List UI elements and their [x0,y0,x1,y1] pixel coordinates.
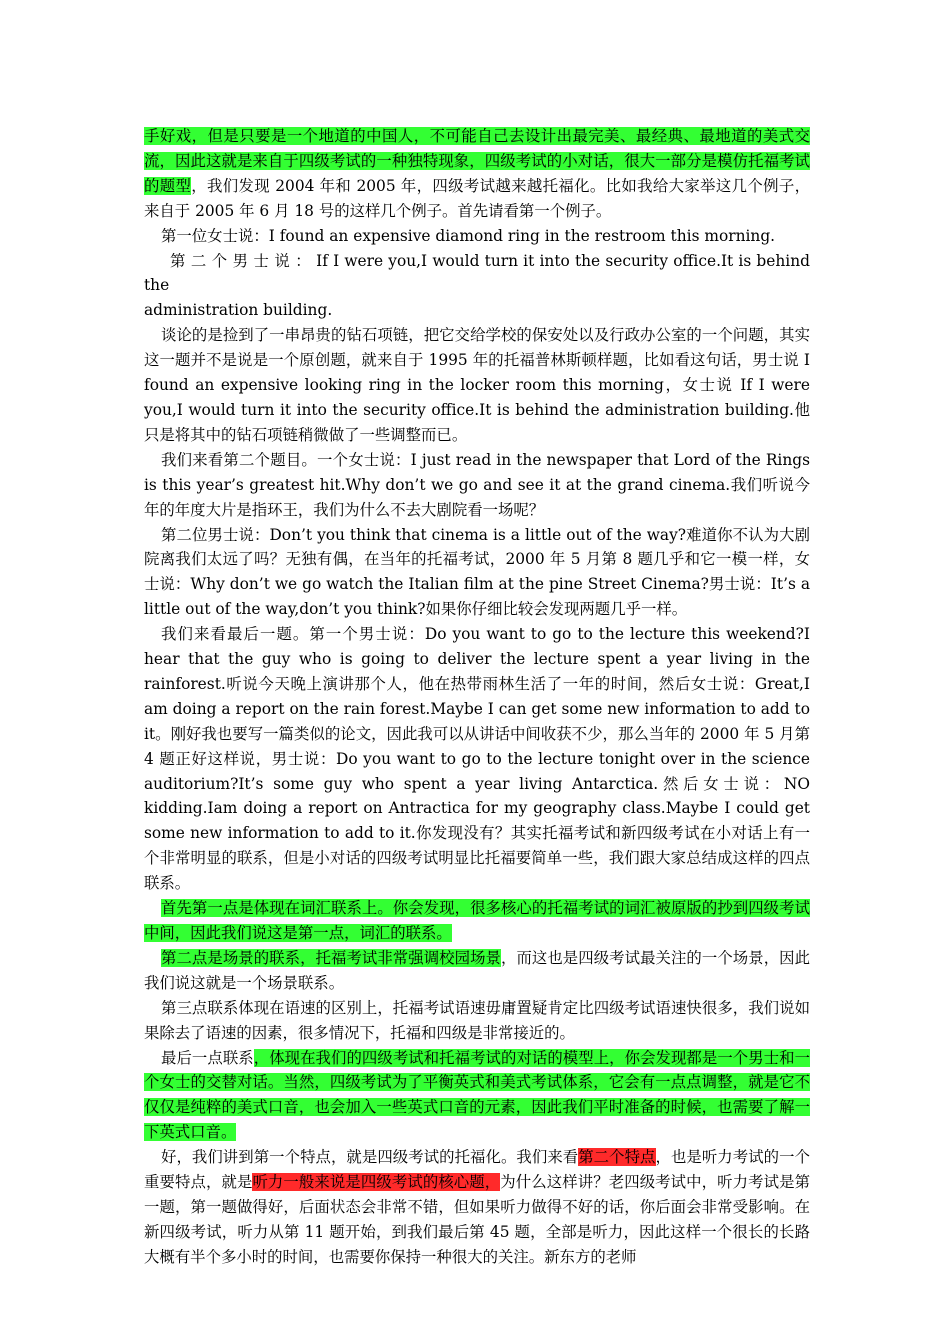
paragraph-10 [144,996,810,1046]
text-run: 第三点联系体现在语速的区别上，托福考试语速毋庸置疑肯定比四级考试语速快很多，我们说如果除去了语速的因素，很多情况下，托福和四级是非常接近的。 [144,998,810,1042]
highlight-red: 第二个特点 [578,1148,656,1167]
paragraph-9 [144,946,810,996]
text-run: 最后一点联系 [161,1048,254,1067]
paragraph-2 [144,224,810,249]
paragraph-8 [144,896,810,946]
highlight-red: 听力一般来说是四级考试的核心题， [252,1173,501,1192]
paragraph-3 [144,249,810,299]
paragraph-5 [144,448,810,523]
highlight-green: 手好戏，但是只要是一个地道的中国人，不可能自己去设计出最完美、最经典、最地道的美式交流，因此这就是来自于四级考试的一种独特现象，四级考试的小对话，很大一部分是模仿托福考试的题型 [144,127,810,195]
paragraph-1 [144,124,810,224]
highlight-green: 第二点是场景的联系，托福考试非常强调校园场景 [161,948,501,967]
text-run: 我们来看第二个题目。一个女士说：I just read in the newspaper that Lord of the Rings is this year’s greatest hit.Why don’t we go and see it at the grand cinema.我们听说今年的年度大片是指环王，我们为什么不去大剧院看一场呢？ [144,450,810,519]
text-run: 第二位男士说：Don’t you think that cinema is a little out of the way?难道你不认为大剧院离我们太远了吗？无独有偶，在当年的托福考试，2000 年 5 月第 8 题几乎和它一模一样，女士说：Why don’t we go watch the Italian film at the pine Street Cinema?男士说：It’s a little out of the way,don’t you think?如果你仔细比较会发现两题几乎一样。 [144,525,810,619]
text-run: 第一位女士说：I found an expensive diamond ring in the restroom this morning. [161,226,776,245]
text-run: ，也是听力考试的一个重要特点，就是 [144,1148,810,1192]
text-run: 第 二 个 男 士 说 ： If I were you,I would turn it into the security office.It is behind the [144,251,810,295]
text-run: 为什么这样讲？老四级考试中，听力考试是第一题，第一题做得好，后面状态会非常不错，但如果听力做得不好的话，你后面会非常受影响。在新四级考试，听力从第 11 题开始，到我们最后第 45 题，全部是听力，因此这样一个很长的长路大概有半个多小时的时间，也需要你保持一种很大的关注。新东方的老师 [144,1173,810,1266]
text-run: ，我们发现 2004 年和 2005 年，四级考试越来越托福化。比如我给大家举这几个例子，来自于 2005 年 6 月 18 号的这样几个例子。首先请看第一个例子。 [144,176,810,220]
highlight-green: 首先第一点是体现在词汇联系上。你会发现，很多核心的托福考试的词汇被原版的抄到四级考试中间，因此我们说这是第一点，词汇的联系。 [144,899,810,942]
paragraph-12 [144,1145,810,1270]
text-run: 好，我们讲到第一个特点，就是四级考试的托福化。我们来看 [161,1148,579,1167]
highlight-green: ，体现在我们的四级考试和托福考试的对话的模型上，你会发现都是一个男士和一个女士的交替对话。当然，四级考试为了平衡英式和美式考试体系，它会有一点点调整，就是它不仅仅是纯粹的美式口音，也会加入一些英式口音的元素，因此我们平时准备的时候，也需要了解一下英式口音。 [144,1048,810,1142]
text-run: ，而这也是四级考试最关注的一个场景，因此我们说这就是一个场景联系。 [144,948,810,992]
paragraph-3-continued [144,298,810,323]
text-run: 我们来看最后一题。第一个男士说：Do you want to go to the lecture this weekend?I hear that the guy who is going to deliver the lecture spent a year living in the rainforest.听说今天晚上演讲那个人，他在热带雨林生活了一年的时间，然后女士说：Great,I am doing a report on the rain forest.Maybe I can get some new information to add to it。刚好我也要写一篇类似的论文，因此我可以从讲话中间收获不少，那么当年的 2000 年 5 月第 4 题正好这样说，男士说：Do you want to go to the lecture tonight over in the science auditorium?It’s some guy who spent a year living Antarctica.然后女士说：NO kidding.Iam doing a report on Antractica for my geography class.Maybe I could get some new information to add to it.你发现没有？其实托福考试和新四级考试在小对话上有一个非常明显的联系，但是小对话的四级考试明显比托福要简单一些，我们跟大家总结成这样的四点联系。 [144,625,810,893]
paragraph-6 [144,523,810,623]
paragraph-4 [144,323,810,448]
paragraph-7 [144,622,810,896]
text-run: administration building. [144,301,333,320]
document-page [144,124,810,1270]
text-run: 谈论的是捡到了一串昂贵的钻石项链，把它交给学校的保安处以及行政办公室的一个问题，其实这一题并不是说是一个原创题，就来自于 1995 年的托福普林斯顿样题，比如看这句话，男士说 I found an expensive looking ring in the locker room this morning，女士说 If I were you,I would turn it into the security office.It is behind the administration building.他只是将其中的钻石项链稍微做了一些调整而已。 [144,326,810,444]
paragraph-11 [144,1046,810,1146]
